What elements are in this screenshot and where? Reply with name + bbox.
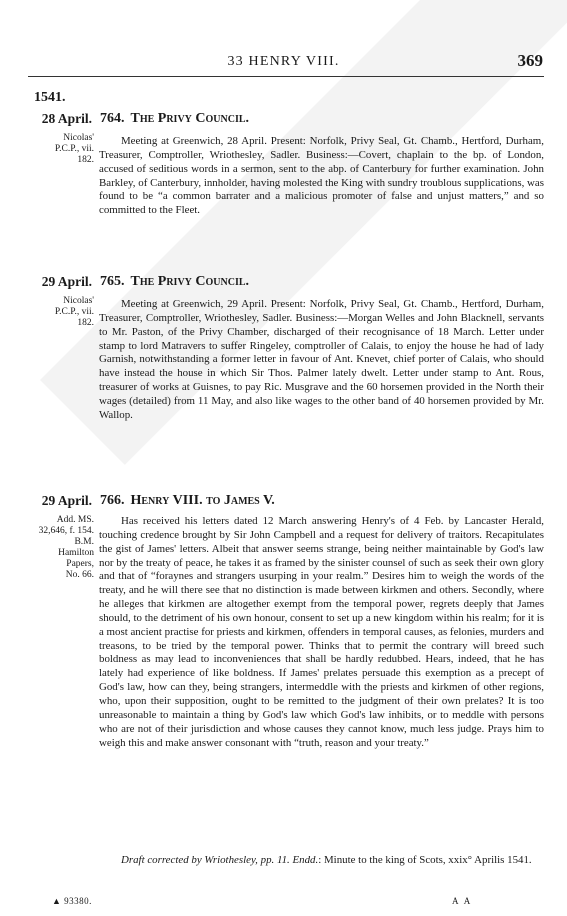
note-line [99,854,544,868]
margin-line: Nicolas' [63,133,94,143]
margin-line: Add. MS. [56,515,94,525]
entry-body [99,135,544,218]
endorsement-note [99,854,544,868]
running-head-title: 33 HENRY VIII. [227,54,340,69]
margin-line: Papers, [66,559,94,569]
margin-line: B.M. [74,537,94,547]
margin-reference [24,296,94,329]
entry-body [99,298,544,423]
signature-mark: A A [452,896,473,906]
entry-title: The Privy Council. [130,111,250,126]
entry-heading [100,274,249,290]
margin-line: Hamilton [58,548,94,558]
entry-paragraph: Meeting at Greenwich, 29 April. Present: Norfolk, Privy Seal, Gt. Chamb., Hertford, Durham, Treasurer, Comptroller, Wriothesley, Sadler. Business:—Morgan Welles and John Blacknell, servants to Mr. Paston, of the Privy Chamber, discharged of their recognisance of 18 March. Letter under stamp to lord Matravers to suffer Ringeley, comptroller of Calais, to enjoy the house he had of lady Garnish, notwithstanding a former letter in favour of Ant. Knevet, chief porter of Calais, who should have instead the house in which Sir Thos. Palmer lately dwelt. Letter under stamp to Ant. Rous, treasurer of works at Guisnes, to pay Ric. Musgrave and the 60 horsemen provided in the North their wages (detailed) from 11 May, and also like wages to the other band of 40 horsemen provided by Mr. Wallop. [99,298,544,421]
margin-line: 182. [77,155,94,165]
margin-reference [24,515,94,581]
entry-paragraph: Meeting at Greenwich, 28 April. Present: Norfolk, Privy Seal, Gt. Chamb., Hertford, Durham, Treasurer, Comptroller, Wriothesley, Sadler. Business:—Covert, chaplain to the bp. of London, accused of seditious words in a sermon, sent to the abp. of Canterbury for further examination. John Barkley, of Canterbury, innholder, having molested the King with sundry troublous supplications, was found to be “a common barrater and a malicious promoter of false and unjust matters,” and so committed to the Fleet. [99,135,544,217]
entry-number: 764. [100,111,125,126]
running-head [0,51,567,72]
margin-reference [24,133,94,166]
entry-title: The Privy Council. [130,274,250,289]
head-rule [28,76,544,77]
note-endd-label: Endd. [292,854,319,866]
entry-paragraph: Has received his letters dated 12 March answering Henry's of 4 Feb. by Lancaster Herald, touching credence brought by Sir John Campbell and a request for delivery of traitors. Recapitulates the gist of James' letters. Albeit that answer seems strange, being neither maintainable by God's law nor by the treaty of peace, he takes it as framed by the sinister counsel of such as seek their own glory and that of “foraynes and strangers usurping in your realm.” Desires him to weigh the words of the treaty, and he will there see that no distinction is made between kirkmen and others. Secondly, where he alleges that kirkmen are altogether exempt from the temporal power, regrets deeply that James should, to the detriment of his own honour, consent to set up a new kingdom within his realm; for it is a most ancient practise for priests and kirkmen, offenders in temporal causes, as felonies, murders and treasons, to be tried by the temporal power. Thinks that to permit the contrary will breed such boldness as may lead to inconveniences that shall be hardly redubbed. Hears, indeed, that he has lately had experience of like boldness. If James' prelates persuade this exemption as a precept of God's law, how can they, being strangers, intermeddle with the priests and kirkmen of other regions, who, upon their supposition, ought to be remitted to the judgment of their own prelates? It is too unreasonable to maintain a thing by God's law which God's law inhibits, or to meddle with persons who are not of their jurisdiction and whose causes they cannot know, much less judge. Prays him to weigh this and make answer consonant with “truth, reason and your treaty.” [99,515,544,749]
entry-title: Henry VIII. to James V. [130,493,275,508]
margin-line: Nicolas' [63,296,94,306]
margin-line: P.C.P., vii. [54,144,94,154]
note-draft: Draft corrected by Wriothesley, pp. 11. [121,854,290,866]
entry-heading [100,111,249,127]
entry-body [99,515,544,750]
note-endd-text: : Minute to the king of Scots, xxix° Aprilis 1541. [318,854,532,866]
entry-date: 28 April. [41,111,92,126]
entry-heading [100,493,275,509]
margin-line: P.C.P., vii. [54,307,94,317]
margin-line: 182. [77,318,94,328]
entry-number: 766. [100,493,125,508]
entry-number: 765. [100,274,125,289]
year-label: 1541. [34,90,66,105]
page-number: 369 [517,51,543,70]
entry-date: 29 April. [41,493,92,508]
margin-line: 32,646, f. 154. [38,526,94,536]
printer-code: ▲ 93380. [52,896,92,906]
entry-date: 29 April. [41,274,92,289]
margin-line: No. 66. [65,570,94,580]
